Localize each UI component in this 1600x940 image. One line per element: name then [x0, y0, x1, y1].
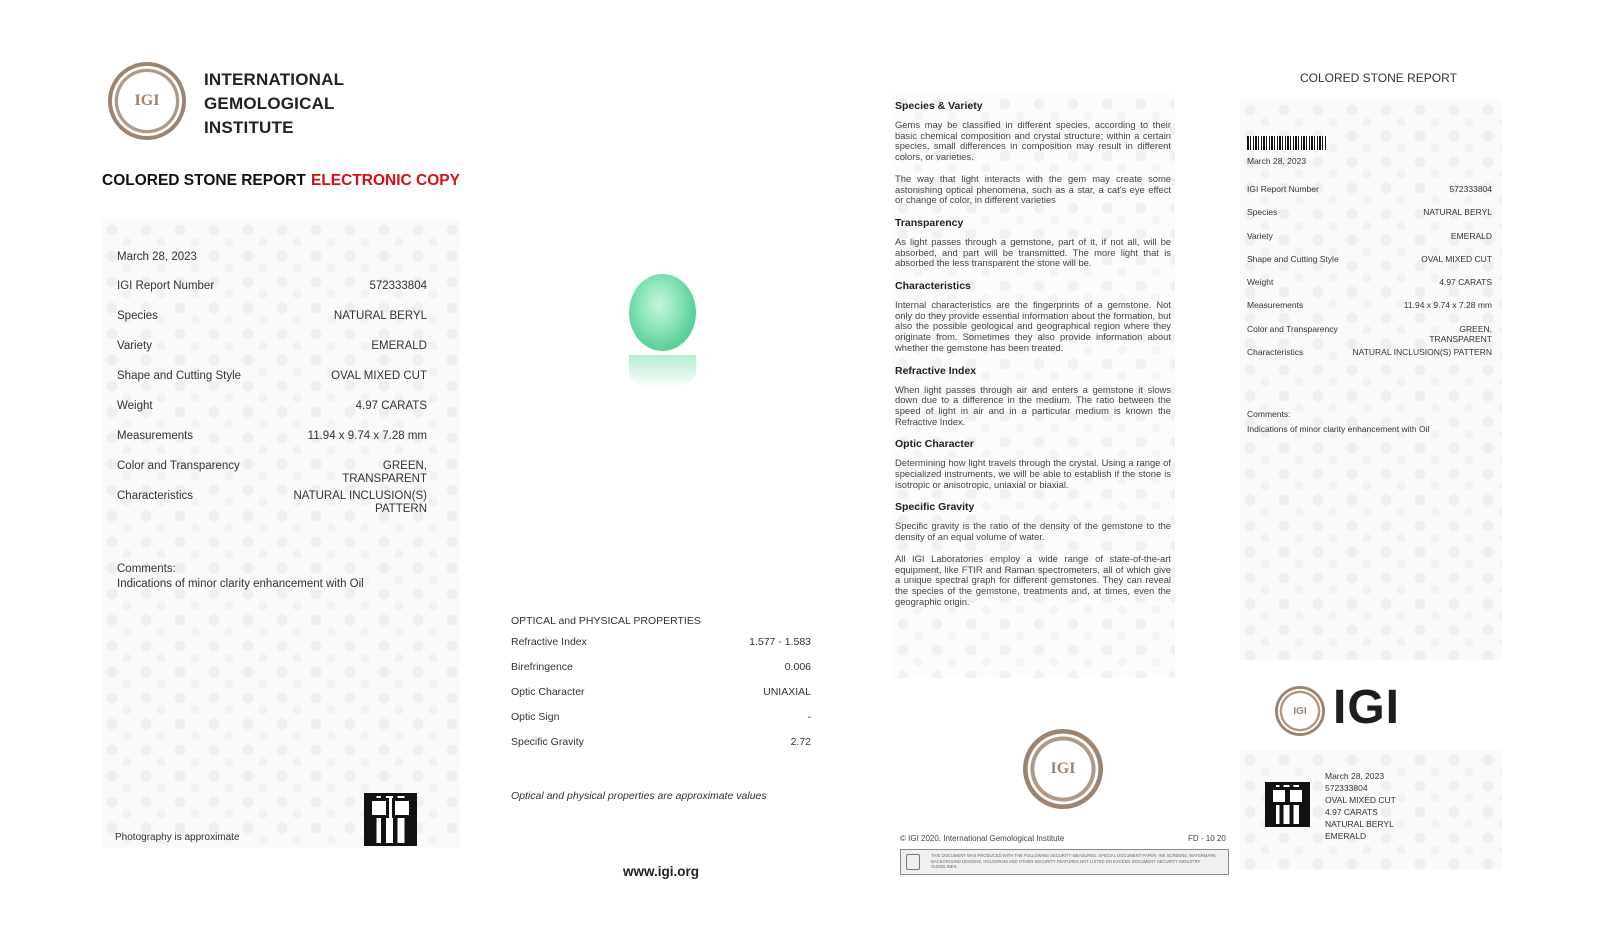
optical-note: Optical and physical properties are approximate values: [511, 790, 767, 802]
summary-label: Measurements: [1247, 300, 1304, 311]
optical-row: [511, 636, 811, 661]
glossary-heading: Characteristics: [895, 280, 971, 293]
glossary-heading: Transparency: [895, 216, 964, 229]
organization-name: [204, 68, 344, 140]
glossary-paragraph: When light passes through air and enters a gemstone it slows down due to a difference in the medium. The ratio between the speed of light in air and in a particular medium is known the Refractive Index.: [895, 383, 1171, 427]
report-fields: [117, 280, 427, 520]
summary-value: NATURAL INCLUSION(S) PATTERN: [1352, 347, 1492, 358]
field-row: [117, 310, 427, 340]
emerald-gem-photo: [629, 274, 696, 351]
org-name-line: INTERNATIONAL: [204, 70, 345, 89]
summary-line: March 28, 2023: [1325, 771, 1385, 781]
optical-value: -: [807, 711, 811, 723]
glossary-paragraph: All IGI Laboratories employ a wide range of state-of-the-art equipment, like FTIR and Raman spectrometers, all of which give a unique spectral graph for different gemstones. They can reveal the species of the gemstone, treatments and, at times, even the geographic origin.: [895, 552, 1171, 607]
glossary-heading: Species & Variety: [895, 100, 983, 112]
field-label: Weight: [117, 400, 153, 412]
optical-row: [511, 711, 811, 736]
field-value: NATURAL INCLUSION(S) PATTERN: [293, 490, 427, 515]
summary-row: [1247, 277, 1492, 300]
org-name-line: GEMOLOGICAL: [204, 94, 335, 113]
summary-card-title: COLORED STONE REPORT: [1300, 71, 1457, 85]
barcode: [1247, 136, 1327, 150]
summary-row: [1247, 347, 1492, 370]
glossary-paragraph: Specific gravity is the ratio of the density of the gemstone to the density of an equal volume of water.: [895, 520, 1171, 543]
glossary-section: [895, 100, 1171, 206]
summary-row: [1247, 324, 1492, 347]
website-link[interactable]: www.igi.org: [623, 864, 699, 879]
glossary-heading: Refractive Index: [895, 364, 977, 377]
glossary-section: [895, 501, 1171, 607]
optical-row: [511, 736, 811, 761]
igi-brand-logo: IGI: [1333, 681, 1401, 734]
glossary-paragraph: Internal characteristics are the fingerprints of a gemstone. Not only do they provide essential information about the formation, but also the possible geological and geographical region where they originate from. Sometimes they also provide information about whether the gemstone has been treated.: [895, 299, 1171, 353]
summary-label: Variety: [1247, 230, 1273, 241]
photography-note: Photography is approximate: [115, 832, 240, 843]
security-features-strip: [900, 849, 1229, 875]
field-value: NATURAL BERYL: [333, 310, 427, 322]
summary-label: Characteristics: [1247, 347, 1304, 358]
optical-label: Optic Sign: [511, 711, 560, 723]
summary-value: 11.94 x 9.74 x 7.28 mm: [1403, 300, 1492, 311]
field-row: [117, 490, 427, 520]
security-text: THIS DOCUMENT WAS PRODUCED WITH THE FOLLOWING SECURITY MEASURES: SPECIAL DOCUMENT PAPER, INK SCREENS, WATERMARK BACKGROUND DESIGNS, HOLOGRAM AND OTHER SECURITY FEATURES NOT LISTED DO EXCEED DOCUMENT SECURITY INDUSTRY GUIDELINES.: [931, 853, 1217, 869]
summary-label: Weight: [1247, 277, 1274, 288]
igi-seal-emblem: IGI: [1023, 729, 1103, 809]
summary-line: 572333804: [1325, 783, 1368, 793]
field-row: [117, 400, 427, 430]
optical-row: [511, 661, 811, 686]
field-label: Color and Transparency: [117, 460, 240, 472]
field-value: 4.97 CARATS: [355, 400, 427, 412]
field-value: GREEN, TRANSPARENT: [342, 460, 427, 485]
optical-value: 1.577 - 1.583: [749, 636, 811, 648]
form-code: FD - 10 20: [1188, 834, 1226, 843]
field-value: 572333804: [369, 280, 427, 292]
glossary-paragraph: Gems may be classified in different species, according to their basic chemical composition and crystal structure; within a certain species, small differences in composition may result in different colors, or varieties.: [895, 119, 1171, 163]
optical-value: UNIAXIAL: [763, 686, 811, 698]
comments-text: Indications of minor clarity enhancement with Oil: [117, 578, 364, 590]
field-label: Variety: [117, 340, 152, 352]
optical-properties-title: OPTICAL and PHYSICAL PROPERTIES: [511, 615, 701, 627]
qr-code[interactable]: [364, 793, 417, 846]
field-row: [117, 430, 427, 460]
summary-comments-text: Indications of minor clarity enhancement with Oil: [1247, 424, 1430, 434]
igi-seal-logo: IGI: [108, 62, 186, 140]
summary-row: [1247, 254, 1492, 277]
optical-value: 0.006: [784, 661, 811, 673]
summary-label: IGI Report Number: [1247, 184, 1319, 194]
field-label: Shape and Cutting Style: [117, 370, 242, 382]
glossary-section: [895, 438, 1171, 490]
org-name-line: INSTITUTE: [204, 118, 294, 137]
optical-label: Birefringence: [511, 661, 573, 673]
optical-label: Optic Character: [511, 686, 585, 698]
glossary-section: [895, 365, 1171, 428]
lock-icon: [906, 854, 920, 870]
report-date: March 28, 2023: [117, 251, 197, 263]
summary-qr-code[interactable]: [1265, 782, 1310, 827]
summary-value: NATURAL BERYL: [1423, 207, 1492, 218]
summary-row: [1247, 207, 1492, 230]
field-value: EMERALD: [371, 340, 427, 352]
optical-row: [511, 686, 811, 711]
summary-value: 572333804: [1449, 184, 1492, 194]
field-value: 11.94 x 9.74 x 7.28 mm: [307, 430, 427, 442]
optical-value: 2.72: [790, 736, 811, 748]
glossary-section: [895, 217, 1171, 269]
optical-label: Refractive Index: [511, 636, 587, 648]
summary-line: EMERALD: [1325, 831, 1367, 841]
field-value: OVAL MIXED CUT: [331, 370, 427, 382]
summary-label: Species: [1247, 207, 1278, 218]
summary-row: [1247, 300, 1492, 323]
glossary-paragraph: The way that light interacts with the gem may create some astonishing optical phenomena, such as a star, a cat's eye effect or change of color, in different varieties: [895, 172, 1171, 206]
summary-fields: [1247, 184, 1492, 370]
field-row: [117, 280, 427, 310]
summary-label: Color and Transparency: [1247, 323, 1338, 334]
igi-seal-small: IGI: [1275, 686, 1325, 736]
summary-details: [1325, 770, 1396, 842]
glossary-paragraph: Determining how light travels through the crystal. Using a range of specialized instruments, we will be able to establish if the stone is isotropic or anisotropic, uniaxial or biaxial.: [895, 457, 1171, 490]
summary-value: EMERALD: [1450, 230, 1492, 241]
optical-properties-table: [511, 636, 811, 761]
glossary-paragraph: As light passes through a gemstone, part of it, if not all, will be absorbed, and part will be transmitted. The more light that is absorbed the less transparent the stone will be.: [895, 235, 1171, 269]
summary-line: NATURAL BERYL: [1325, 819, 1394, 829]
summary-comments-label: Comments:: [1247, 409, 1291, 419]
field-label: Measurements: [117, 430, 194, 442]
optical-label: Specific Gravity: [511, 736, 584, 748]
field-label: IGI Report Number: [117, 280, 215, 292]
summary-line: 4.97 CARATS: [1325, 807, 1378, 817]
summary-line: OVAL MIXED CUT: [1325, 795, 1396, 805]
glossary-heading: Specific Gravity: [895, 501, 975, 514]
comments-label: Comments:: [117, 563, 176, 575]
electronic-copy-tag: ELECTRONIC COPY: [311, 172, 460, 189]
summary-row: [1247, 184, 1492, 207]
summary-date: March 28, 2023: [1247, 156, 1307, 166]
field-row: [117, 370, 427, 400]
summary-value: 4.97 CARATS: [1439, 277, 1492, 288]
summary-label: Shape and Cutting Style: [1247, 253, 1339, 264]
field-row: [117, 460, 427, 490]
summary-value: OVAL MIXED CUT: [1421, 253, 1492, 264]
summary-row: [1247, 231, 1492, 254]
glossary-section: [895, 280, 1171, 354]
field-label: Characteristics: [117, 490, 194, 502]
field-label: Species: [117, 310, 158, 322]
gem-reflection: [629, 355, 696, 389]
copyright-notice: © IGI 2020, International Gemological Institute: [900, 834, 1065, 843]
glossary-heading: Optic Character: [895, 438, 974, 451]
summary-value: GREEN, TRANSPARENT: [1429, 323, 1492, 344]
field-row: [117, 340, 427, 370]
glossary-text: [895, 100, 1171, 618]
report-title: COLORED STONE REPORT: [102, 172, 306, 189]
